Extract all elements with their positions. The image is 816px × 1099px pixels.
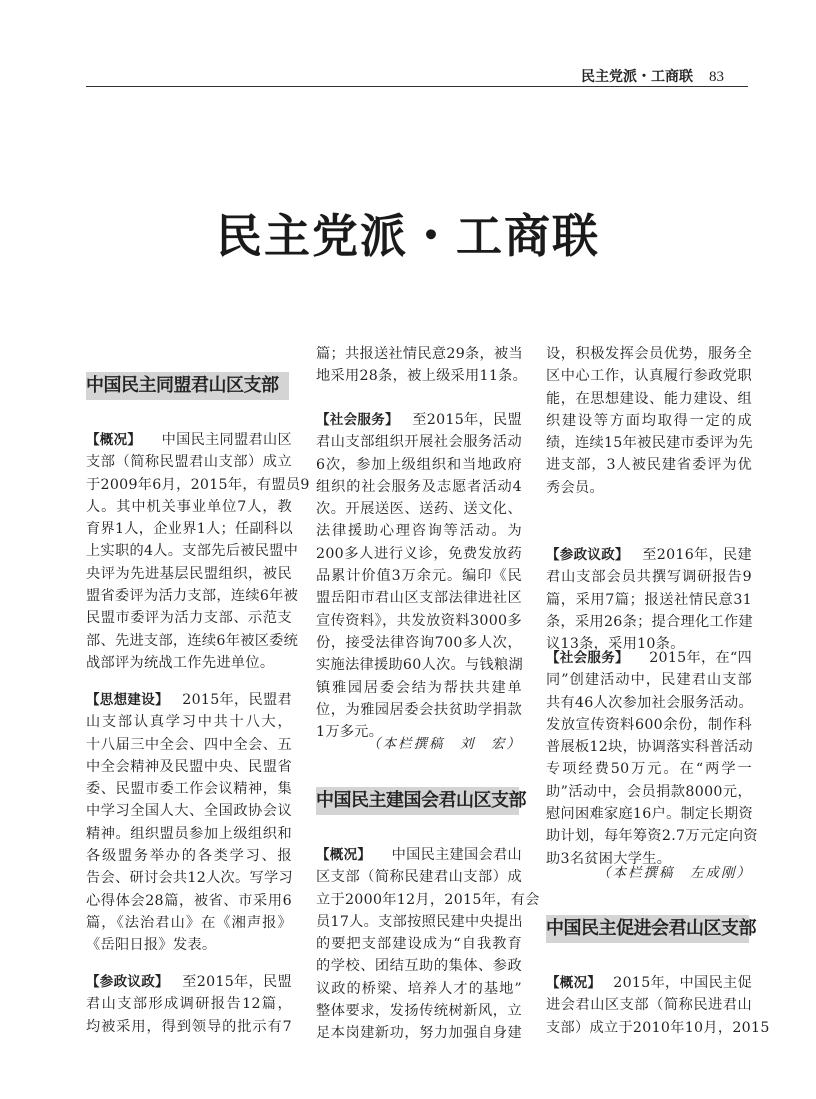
text-line: [546, 566, 752, 588]
paragraph: [316, 409, 522, 743]
text-line: [546, 454, 752, 476]
running-header-section: 民主党派・工商联: [581, 69, 693, 85]
line-text: 助”活动中，会员捐款8000元，: [546, 783, 752, 800]
line-text: 至2015年，民盟: [182, 974, 292, 990]
paragraph: [546, 972, 770, 1039]
line-text: 地采用28条，被上级采用11条。: [316, 368, 528, 385]
text-line: [316, 587, 522, 609]
line-text: 支部（简称民盟君山支部）成立: [86, 454, 292, 471]
line-text: 部、先进支部，连续6年被区委统: [86, 632, 299, 649]
line-text: 《岳阳日报》发表。: [86, 937, 217, 954]
text-line: [546, 803, 752, 825]
line-text: 于2009年6月，2015年，有盟员9: [86, 476, 310, 493]
line-text: 助3名贫困大学生。: [546, 850, 672, 867]
text-line: [546, 388, 752, 410]
text-line: [316, 933, 522, 955]
line-text: 告会、研讨会共12人次。写学习: [86, 870, 293, 887]
text-line: [316, 1000, 522, 1022]
text-line: [86, 867, 292, 889]
text-line: [86, 496, 292, 518]
line-text: 实施法律援助60人次。与钱粮湖: [316, 657, 523, 674]
text-line: [546, 758, 752, 780]
line-text: 位，为雅园居委会扶贫助学捐款: [316, 701, 522, 718]
paragraph: [316, 343, 528, 388]
text-line: [546, 343, 752, 365]
line-text: 中学习全国人大、全国政协会议: [86, 803, 292, 820]
line-text: 2015年，中国民主促: [613, 975, 752, 991]
text-line: [316, 955, 522, 977]
text-line: [546, 714, 752, 736]
page-number: 83: [709, 69, 724, 85]
line-text: 盟省委评为活力支部，连续6年被: [86, 588, 299, 605]
text-line: [316, 632, 522, 654]
line-text: 立于2000年12月，2015年，有会: [316, 891, 540, 908]
text-line: [86, 652, 292, 674]
text-line: [86, 890, 292, 912]
line-text: 进会君山区支部（简称民进君山: [546, 997, 752, 1014]
line-text: 200多人进行义诊，免费发放药: [316, 545, 522, 562]
line-text: 次。开展送医、送药、送文化、: [316, 501, 522, 518]
line-text: 慰问困难家庭16户。制定长期资: [546, 806, 753, 823]
paragraph: [86, 429, 310, 674]
section-heading: 中国民主促进会君山区支部: [546, 915, 749, 943]
text-line: [546, 477, 752, 499]
text-line: [316, 520, 522, 542]
line-text: 绩，连续15年被民建市委评为先: [546, 435, 753, 452]
paragraph-label: 【社会服务】: [546, 650, 629, 666]
line-text: 篇；共报送社情民意29条，被当: [316, 346, 523, 362]
paragraph: [546, 647, 758, 870]
text-line: [316, 610, 522, 632]
line-text: 中全会精神及民盟中央、民盟省: [86, 758, 292, 775]
text-line: [86, 1016, 292, 1038]
line-text: 盟岳阳市君山区支部法律进社区: [316, 590, 522, 607]
text-line: [86, 540, 299, 562]
page-title: 民主党派・工商联: [216, 209, 600, 263]
text-line: [316, 699, 522, 721]
paragraph: [546, 343, 752, 499]
text-line: [546, 432, 752, 454]
text-line: [316, 889, 540, 911]
text-line: [546, 544, 752, 566]
line-text: 条，采用26条；提合理化工作建: [546, 613, 753, 630]
text-line: [316, 343, 522, 365]
line-text: 同”创建活动中，民建君山支部: [546, 672, 752, 689]
text-line: [86, 800, 292, 822]
text-line: [86, 778, 292, 800]
text-line: [316, 565, 522, 587]
text-line: [86, 711, 292, 733]
text-line: [86, 934, 292, 956]
text-line: [86, 429, 292, 451]
line-text: 宣传资料》，共发放资料3000多: [316, 612, 522, 629]
text-line: [546, 365, 752, 387]
line-text: 各级盟务举办的各类学习、报: [86, 848, 292, 865]
text-line: [86, 756, 292, 778]
section-heading: 中国民主同盟君山区支部: [86, 372, 289, 400]
text-line: [316, 431, 522, 453]
line-text: 人。其中机关事业单位7人，教: [86, 498, 292, 515]
line-text: 能，在思想建设、能力建设、组: [546, 390, 752, 407]
text-line: [86, 993, 292, 1015]
line-text: 君山支部会员共撰写调研报告9: [546, 569, 752, 586]
line-text: 设，积极发挥会员优势，服务全: [546, 346, 752, 362]
line-text: 心得体会28篇，被省、市采用6: [86, 892, 292, 909]
line-text: 份，接受法律咨询700多人次，: [316, 634, 522, 651]
text-line: [86, 585, 299, 607]
line-text: 至2016年，民建: [642, 547, 752, 563]
line-text: 委、民盟市委工作会议精神，集: [86, 781, 292, 798]
line-text: 中国民主建国会君山: [391, 847, 522, 863]
running-header: [581, 66, 724, 86]
text-line: [316, 677, 522, 699]
line-text: 精神。组织盟员参加上级组织和: [86, 825, 292, 842]
paragraph-label: 【概况】: [86, 432, 142, 448]
line-text: 普展板12块，协调落实科普活动: [546, 739, 753, 756]
text-line: [86, 971, 292, 993]
text-line: [86, 518, 292, 540]
text-line: [316, 1022, 522, 1044]
line-text: 助计划，每年筹资2.7万元定向资: [546, 828, 758, 845]
line-text: 区支部（简称民建君山支部）成: [316, 869, 522, 886]
author-credit: （本栏撰稿 刘 宏）: [367, 736, 522, 752]
line-text: 山支部认真学习中共十八大，: [86, 714, 292, 731]
line-text: 镇雅园居委会结为帮扶共建单: [316, 679, 522, 696]
text-line: [316, 409, 522, 431]
text-line: [546, 994, 752, 1016]
paragraph-label: 【概况】: [316, 847, 372, 863]
text-line: [86, 845, 292, 867]
line-text: 专项经费50万元。在“两学一: [546, 761, 752, 778]
line-text: 中国民主同盟君山区: [161, 432, 292, 448]
paragraph: [316, 844, 540, 1045]
line-text: 区中心工作，认真履行参政党职: [546, 368, 752, 385]
line-text: 议13条，采用10条。: [546, 636, 685, 653]
text-line: [546, 669, 752, 691]
line-text: 6次，参加上级组织和当地政府: [316, 456, 522, 473]
paragraph: [546, 544, 752, 655]
line-text: 秀会员。: [546, 479, 604, 496]
author-credit: （本栏撰稿 左成刚）: [597, 865, 752, 881]
paragraph-label: 【参政议政】: [86, 974, 169, 990]
paragraph-label: 【思想建设】: [86, 692, 169, 708]
paragraph-label: 【参政议政】: [546, 547, 629, 563]
line-text: 共有46人次参加社会服务活动。: [546, 694, 753, 711]
text-line: [316, 454, 522, 476]
paragraph: [86, 689, 292, 957]
text-line: [316, 543, 522, 565]
paragraph: [86, 971, 292, 1038]
line-text: 织建设等方面均取得一定的成: [546, 412, 752, 429]
text-line: [546, 825, 758, 847]
text-line: [316, 866, 522, 888]
text-line: [316, 978, 522, 1000]
text-line: [546, 647, 752, 669]
line-text: 君山支部形成调研报告12篇，: [86, 996, 292, 1013]
line-text: 战部评为统战工作先进单位。: [86, 654, 275, 671]
line-text: 十八届三中全会、四中全会、五: [86, 736, 292, 753]
text-line: [316, 476, 522, 498]
line-text: 议政的桥梁、培养人才的基地”: [316, 980, 522, 997]
text-line: [86, 630, 299, 652]
paragraph-label: 【概况】: [546, 975, 602, 991]
line-text: 上实职的4人。支部先后被民盟中: [86, 543, 299, 560]
text-line: [546, 781, 752, 803]
line-text: 足本岗建新功，努力加强自身建: [316, 1025, 522, 1042]
text-line: [316, 498, 522, 520]
line-text: 进支部，3人被民建省委评为优: [546, 457, 752, 474]
text-line: [86, 607, 292, 629]
paragraph-label: 【社会服务】: [316, 412, 399, 428]
text-line: [546, 1017, 770, 1039]
text-line: [86, 734, 292, 756]
line-text: 均被采用，得到领导的批示有7: [86, 1018, 292, 1035]
line-text: 民盟市委评为活力支部、示范支: [86, 610, 292, 627]
line-text: 2015年，在“四: [649, 650, 752, 666]
line-text: 的学校、团结互助的集体、参政: [316, 958, 522, 975]
text-line: [86, 823, 292, 845]
section-heading: 中国民主建国会君山区支部: [316, 787, 519, 815]
line-text: 支部）成立于2010年10月，2015: [546, 1019, 770, 1036]
text-line: [546, 611, 752, 633]
line-text: 员17人。支部按照民建中央提出: [316, 913, 523, 930]
text-line: [316, 365, 528, 387]
line-text: 品累计价值3万余元。编印《民: [316, 568, 522, 585]
line-text: 发放宣传资料600余份，制作科: [546, 716, 752, 733]
text-line: [86, 563, 292, 585]
line-text: 法律援助心理咨询等活动。为: [316, 523, 522, 540]
text-line: [86, 451, 292, 473]
text-line: [546, 736, 752, 758]
text-line: [86, 912, 292, 934]
line-text: 君山支部组织开展社会服务活动: [316, 434, 522, 451]
text-line: [316, 911, 522, 933]
text-line: [316, 844, 522, 866]
line-text: 的要把支部建设成为“自我教育: [316, 936, 522, 953]
text-line: [86, 689, 292, 711]
text-line: [546, 589, 752, 611]
text-line: [546, 410, 752, 432]
text-line: [86, 474, 310, 496]
line-text: 篇，采用7篇；报送社情民意31: [546, 591, 752, 608]
line-text: 2015年，民盟君: [182, 692, 292, 708]
text-line: [316, 654, 522, 676]
line-text: 1万多元。: [316, 724, 384, 741]
text-line: [546, 692, 752, 714]
header-rule: [86, 86, 748, 87]
line-text: 央评为先进基层民盟组织，被民: [86, 565, 292, 582]
text-line: [546, 972, 752, 994]
line-text: 整体要求，发扬传统树新风，立: [316, 1003, 522, 1020]
line-text: 组织的社会服务及志愿者活动4: [316, 478, 522, 495]
line-text: 育界1人，企业界1人；任副科以: [86, 521, 293, 538]
line-text: 至2015年，民盟: [412, 412, 522, 428]
line-text: 篇，《法治君山》在《湘声报》: [86, 914, 292, 931]
